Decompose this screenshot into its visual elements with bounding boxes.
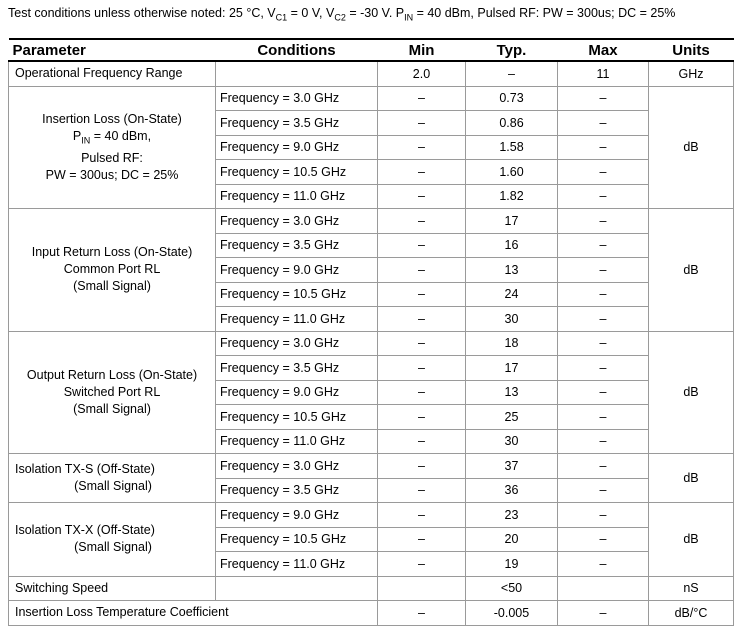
max-cell: –	[558, 307, 649, 332]
cond-cell: Frequency = 11.0 GHz	[216, 429, 378, 454]
typ-cell: 0.86	[466, 111, 558, 136]
cond-cell: Frequency = 9.0 GHz	[216, 135, 378, 160]
max-cell: –	[558, 160, 649, 185]
table-row	[9, 61, 734, 86]
header-parameter: Parameter	[9, 39, 216, 61]
cond-cell: Frequency = 3.5 GHz	[216, 233, 378, 258]
units-cell: dB	[649, 454, 734, 503]
min-cell: –	[378, 258, 466, 283]
typ-cell: 1.60	[466, 160, 558, 185]
cond-cell: Frequency = 10.5 GHz	[216, 160, 378, 185]
min-cell: –	[378, 356, 466, 381]
max-cell: –	[558, 135, 649, 160]
min-cell: –	[378, 601, 466, 626]
cond-cell: Frequency = 10.5 GHz	[216, 527, 378, 552]
table-row	[9, 331, 734, 356]
table-row	[9, 454, 734, 479]
max-cell: –	[558, 331, 649, 356]
typ-cell: 36	[466, 478, 558, 503]
max-cell: –	[558, 380, 649, 405]
param-isolation-txs: Isolation TX-S (Off-State) (Small Signal)	[9, 454, 216, 503]
typ-cell: 13	[466, 380, 558, 405]
min-cell: –	[378, 380, 466, 405]
min-cell: –	[378, 478, 466, 503]
typ-cell: <50	[466, 576, 558, 601]
units-cell: nS	[649, 576, 734, 601]
cond-cell: Frequency = 11.0 GHz	[216, 552, 378, 577]
cond-cell	[216, 61, 378, 86]
min-cell: 2.0	[378, 61, 466, 86]
units-cell: dB	[649, 331, 734, 454]
max-cell: –	[558, 454, 649, 479]
units-cell: dB	[649, 86, 734, 209]
min-cell: –	[378, 184, 466, 209]
table-row	[9, 503, 734, 528]
cond-cell: Frequency = 9.0 GHz	[216, 258, 378, 283]
table-row	[9, 576, 734, 601]
param-output-return-loss: Output Return Loss (On-State) Switched Port RL (Small Signal)	[9, 331, 216, 454]
typ-cell: 23	[466, 503, 558, 528]
min-cell: –	[378, 454, 466, 479]
units-cell: dB	[649, 209, 734, 332]
min-cell: –	[378, 160, 466, 185]
units-cell: dB/°C	[649, 601, 734, 626]
max-cell: –	[558, 184, 649, 209]
max-cell: –	[558, 233, 649, 258]
typ-cell: 13	[466, 258, 558, 283]
typ-cell: –	[466, 61, 558, 86]
param-input-return-loss: Input Return Loss (On-State) Common Port RL (Small Signal)	[9, 209, 216, 332]
min-cell: –	[378, 552, 466, 577]
header-conditions: Conditions	[216, 39, 378, 61]
typ-cell: 18	[466, 331, 558, 356]
typ-cell: 19	[466, 552, 558, 577]
typ-cell: 0.73	[466, 86, 558, 111]
max-cell: –	[558, 552, 649, 577]
param-temp-coefficient: Insertion Loss Temperature Coefficient	[9, 601, 378, 626]
min-cell: –	[378, 86, 466, 111]
cond-cell: Frequency = 3.0 GHz	[216, 331, 378, 356]
min-cell	[378, 576, 466, 601]
spec-table	[8, 38, 734, 626]
param-isolation-txx: Isolation TX-X (Off-State) (Small Signal)	[9, 503, 216, 577]
max-cell: –	[558, 601, 649, 626]
cond-cell	[216, 576, 378, 601]
min-cell: –	[378, 527, 466, 552]
cond-cell: Frequency = 9.0 GHz	[216, 503, 378, 528]
max-cell: –	[558, 527, 649, 552]
table-row	[9, 86, 734, 111]
max-cell: –	[558, 429, 649, 454]
cond-cell: Frequency = 3.5 GHz	[216, 478, 378, 503]
cond-cell: Frequency = 3.5 GHz	[216, 111, 378, 136]
typ-cell: 17	[466, 209, 558, 234]
min-cell: –	[378, 307, 466, 332]
typ-cell: 37	[466, 454, 558, 479]
header-typ: Typ.	[466, 39, 558, 61]
max-cell: –	[558, 209, 649, 234]
typ-cell: 30	[466, 307, 558, 332]
param-switching-speed: Switching Speed	[9, 576, 216, 601]
min-cell: –	[378, 429, 466, 454]
cond-cell: Frequency = 3.5 GHz	[216, 356, 378, 381]
header-units: Units	[649, 39, 734, 61]
param-insertion-loss: Insertion Loss (On-State) $P_{IN} = 40$ dBm, Pulsed RF: PW = 300us; DC = 25%	[9, 86, 216, 209]
max-cell: –	[558, 478, 649, 503]
max-cell: –	[558, 258, 649, 283]
cond-cell: Frequency = 9.0 GHz	[216, 380, 378, 405]
max-cell: –	[558, 282, 649, 307]
cond-cell: Frequency = 10.5 GHz	[216, 405, 378, 430]
typ-cell: 20	[466, 527, 558, 552]
typ-cell: -0.005	[466, 601, 558, 626]
max-cell: –	[558, 356, 649, 381]
header-row	[9, 39, 734, 61]
typ-cell: 17	[466, 356, 558, 381]
cond-cell: Frequency = 3.0 GHz	[216, 86, 378, 111]
min-cell: –	[378, 209, 466, 234]
header-min: Min	[378, 39, 466, 61]
max-cell: –	[558, 503, 649, 528]
max-cell: –	[558, 111, 649, 136]
cond-cell: Frequency = 3.0 GHz	[216, 209, 378, 234]
typ-cell: 24	[466, 282, 558, 307]
cond-cell: Frequency = 3.0 GHz	[216, 454, 378, 479]
typ-cell: 16	[466, 233, 558, 258]
min-cell: –	[378, 111, 466, 136]
typ-cell: 25	[466, 405, 558, 430]
min-cell: –	[378, 503, 466, 528]
min-cell: –	[378, 331, 466, 356]
max-cell: –	[558, 86, 649, 111]
cond-cell: Frequency = 10.5 GHz	[216, 282, 378, 307]
min-cell: –	[378, 282, 466, 307]
test-conditions-note: Test conditions unless otherwise noted: 25 °C, $V_{C1} = 0$ V, $V_{C2} = -30$ V. $P_{IN} = 40$ dBm, Pulsed RF: PW = 300us; DC = 25%	[8, 6, 676, 23]
typ-cell: 1.82	[466, 184, 558, 209]
min-cell: –	[378, 135, 466, 160]
param-op-freq: Operational Frequency Range	[9, 61, 216, 86]
cond-cell: Frequency = 11.0 GHz	[216, 184, 378, 209]
table-row	[9, 601, 734, 626]
header-max: Max	[558, 39, 649, 61]
min-cell: –	[378, 233, 466, 258]
cond-cell: Frequency = 11.0 GHz	[216, 307, 378, 332]
typ-cell: 1.58	[466, 135, 558, 160]
table-row	[9, 209, 734, 234]
units-cell: GHz	[649, 61, 734, 86]
units-cell: dB	[649, 503, 734, 577]
min-cell: –	[378, 405, 466, 430]
max-cell: –	[558, 405, 649, 430]
typ-cell: 30	[466, 429, 558, 454]
max-cell: 11	[558, 61, 649, 86]
max-cell	[558, 576, 649, 601]
